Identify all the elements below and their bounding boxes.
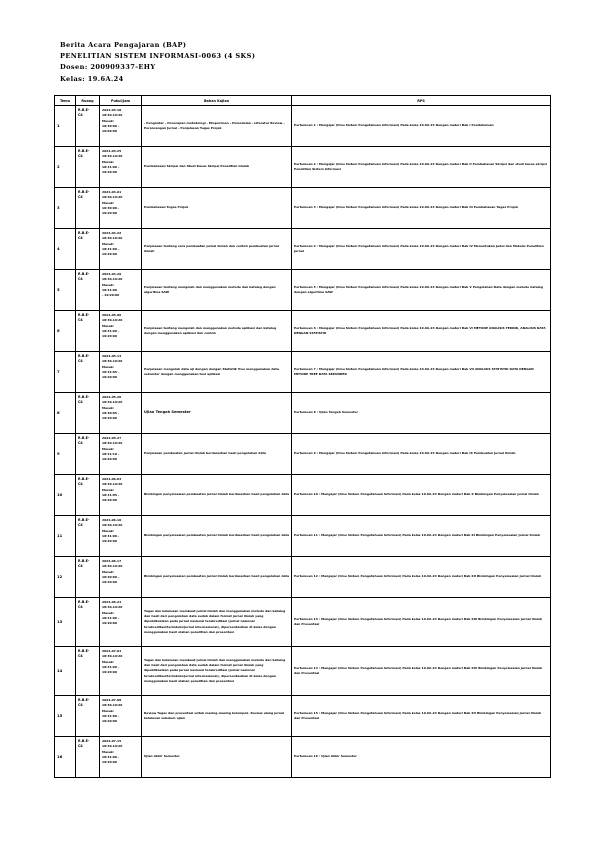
header-material: Bahan Kajian — [142, 96, 292, 106]
material-text: Penjelasan mengolah data uji dengan dengan Statistik Tree menggunakan data sekunder dengan menggunakan tool aplikasi — [144, 366, 279, 376]
doc-title: Berita Acara Pengajaran (BAP) — [60, 41, 187, 49]
time-line: 18:30-19:20 — [102, 195, 123, 200]
room-line: R.B.E- — [78, 395, 90, 399]
material-cell — [142, 475, 292, 516]
time-line: 19:09:00 — [102, 129, 117, 134]
material-text: Penjelasan pembuatan jurnal ilmiah berdasarkan hasil pengolahan data — [144, 451, 266, 456]
week-cell: 4 — [55, 229, 76, 270]
material-text: Pembahasan Tugas Projek — [144, 205, 189, 210]
room-line: C4 — [78, 277, 83, 282]
time-cell — [100, 188, 142, 229]
time-line: Masuk: — [102, 610, 115, 615]
time-line: 18:31:10 - — [102, 451, 120, 456]
room-line: C4 — [78, 400, 83, 405]
time-line: Masuk: — [102, 364, 115, 369]
room-line: C4 — [78, 744, 83, 749]
table-row — [55, 696, 551, 737]
time-line: 18:31:00 - — [102, 713, 120, 718]
rps-cell: Pertemuan 1 : Mengajar (Ilmu Sistem Pengetahuan Informasi) Pada kelas 19.6A.24 Dengan materi Bab I Pendahuluan — [292, 106, 551, 147]
material-text: Bimbingan penyelesaian pembuatan jurnal ilmiah berdasarkan hasil pengolahan data — [144, 533, 289, 538]
time-line: 18:31:00 — [102, 287, 117, 292]
time-line: Masuk: — [102, 708, 115, 713]
material-text: Tugas dan kelulusan membuat jurnal ilmiah dan menggunakan metode dan katalog dan hasil dari pengolahan data sudah dalam format jurnal ilmiah yang dipublikasikan pada jurnal nasional terakreditasi (jurnal nasional terakreditasi/terindeks/jurnal internasional), dipersentasikan di kelas dengan menggunakan hasil olahan penelitian dan presentasi — [144, 608, 286, 634]
material-cell — [142, 598, 292, 647]
time-line: 18:31:00 - — [102, 533, 120, 538]
time-line: 18:30-19:20 — [102, 654, 123, 659]
week-cell: 15 — [55, 696, 76, 737]
time-line: Masuk: — [102, 159, 115, 164]
time-cell — [100, 352, 142, 393]
material-cell — [142, 434, 292, 475]
teaching-record-table — [54, 95, 551, 778]
room-line: R.B.E- — [78, 559, 90, 563]
time-line: 18:30-19:20 — [102, 703, 123, 708]
week-cell: 10 — [55, 475, 76, 516]
table-row — [55, 352, 551, 393]
time-line: 2024-07-01 — [102, 649, 122, 653]
time-line: 2024-05-13 — [102, 354, 122, 358]
room-cell — [76, 434, 100, 475]
room-line: C4 — [78, 154, 83, 159]
time-line: 18:30-19:20 — [102, 277, 123, 282]
material-text: Bimbingan penyelesaian pembuatan jurnal ilmiah berdasarkan hasil pengolahan data — [144, 492, 289, 497]
rps-cell: Pertemuan 4 : Mengajar (Ilmu Sistem Pengetahuan Informasi) Pada kelas 19.6A.24 Dengan materi Bab IV Menentukan Judul dan Metode Penelitian Jurnal — [292, 229, 551, 270]
room-line: C4 — [78, 482, 83, 487]
table-row — [55, 229, 551, 270]
time-line: 18:30:05 - — [102, 410, 120, 415]
lecturer-id: Dosen: 200909337-EHY — [60, 63, 156, 72]
material-cell — [142, 188, 292, 229]
rps-cell: Pertemuan 2 : Mengajar (Ilmu Sistem Pengetahuan Informasi) Pada kelas 19.6A.24 Dengan materi Bab II Pembahasan Skripsi dan studi kasus skripsi Penelitian Sistem Informasi — [292, 147, 551, 188]
week-cell: 16 — [55, 737, 76, 778]
table-row — [55, 737, 551, 778]
material-cell — [142, 557, 292, 598]
time-line: Masuk: — [102, 749, 115, 754]
room-line: C4 — [78, 703, 83, 708]
material-text: Penjelasan tentang mengolah dan menggunakan metode aplikasi dan katalog dengan menggunakan aplikasi dan contoh — [144, 325, 277, 335]
time-line: Masuk: — [102, 659, 115, 664]
time-line: 2024-05-20 — [102, 395, 122, 399]
time-line: 18:30-19:20 — [102, 564, 123, 569]
time-line: 19:20:00 — [102, 170, 117, 175]
time-cell — [100, 311, 142, 352]
document-header — [60, 40, 255, 85]
time-line: 2024-06-24 — [102, 600, 122, 604]
time-line: 2024-07-08 — [102, 698, 122, 702]
table-row — [55, 270, 551, 311]
time-line: 18:31:00 - — [102, 164, 120, 169]
time-line: 19:20:00 — [102, 719, 117, 724]
room-cell — [76, 647, 100, 696]
time-cell — [100, 737, 142, 778]
room-line: C4 — [78, 195, 83, 200]
room-cell — [76, 393, 100, 434]
time-cell — [100, 598, 142, 647]
material-cell — [142, 270, 292, 311]
time-line: 18:30-19:20 — [102, 113, 123, 118]
time-line: 2024-05-06 — [102, 313, 122, 317]
material-cell — [142, 647, 292, 696]
time-line: 18:31:00 - — [102, 664, 120, 669]
time-line: 2024-03-25 — [102, 149, 122, 153]
class-code: Kelas: 19.6A.24 — [60, 74, 124, 83]
room-line: C4 — [78, 236, 83, 241]
time-line: 18:30:00 - — [102, 574, 120, 579]
room-line: C4 — [78, 605, 83, 610]
time-cell — [100, 270, 142, 311]
room-cell — [76, 270, 100, 311]
time-line: 2024-03-18 — [102, 108, 122, 112]
table-row — [55, 557, 551, 598]
material-cell — [142, 229, 292, 270]
time-line: 18:31:00 - — [102, 615, 120, 620]
time-line: 18:30-19:20 — [102, 441, 123, 446]
table-row — [55, 475, 551, 516]
rps-cell: Pertemuan 13 : Mengajar (Ilmu Sistem Pengetahuan Informasi) Pada kelas 19.6A.24 Dengan materi Bab XIII Bimbingan Penyelesaian Jurnal Ilmiah dan Presentasi — [292, 598, 551, 647]
time-line: 19:20:00 — [102, 580, 117, 585]
time-cell — [100, 516, 142, 557]
material-text: Penjelasan tentang mengolah dan menggunakan metode dan katalog dengan algoritma SAW — [144, 284, 276, 294]
material-text: Penjelasan tentang cara pembuatan jurnal ilmiah dan contoh pembuatan jurnal ilmiah — [144, 243, 279, 253]
material-text: - Pengantar - Penerapan metodologi - Eksperimen - Pemodelan - Literatur Review - Perancangan Jurnal - Penjelasan Tugas Projek — [144, 120, 285, 130]
room-line: R.B.E- — [78, 108, 90, 112]
time-line: 18:30-19:20 — [102, 482, 123, 487]
room-line: R.B.E- — [78, 600, 90, 604]
week-cell: 6 — [55, 311, 76, 352]
material-cell — [142, 516, 292, 557]
week-cell: 14 — [55, 647, 76, 696]
table-row — [55, 647, 551, 696]
time-line: Masuk: — [102, 405, 115, 410]
time-line: 19:20:00 — [102, 416, 117, 421]
time-line: 2024-06-03 — [102, 477, 122, 481]
rps-cell: Pertemuan 15 : Mengajar (Ilmu Sistem Pengetahuan Informasi) Pada kelas 19.6A.24 Dengan materi Bab XV Bimbingan Penyelesaian Jurnal Ilmiah dan Presentasi — [292, 696, 551, 737]
table-row — [55, 106, 551, 147]
header-week: Temu — [55, 96, 76, 106]
material-text: Bimbingan penyelesaian pembuatan jurnal ilmiah berdasarkan hasil pengolahan data — [144, 574, 289, 579]
time-line: 19:20:00 — [102, 670, 117, 675]
time-line: Masuk: — [102, 118, 115, 123]
room-line: R.B.E- — [78, 354, 90, 358]
time-line: 2024-04-01 — [102, 190, 122, 194]
header-time: Pukul/Jam — [100, 96, 142, 106]
material-cell — [142, 106, 292, 147]
time-line: 2024-06-10 — [102, 518, 122, 522]
time-line: 19:20:00 — [102, 539, 117, 544]
table-row — [55, 311, 551, 352]
room-line: R.B.E- — [78, 739, 90, 743]
time-line: 2024-04-29 — [102, 272, 122, 276]
table-row — [55, 598, 551, 647]
room-line: C4 — [78, 441, 83, 446]
time-line: Masuk: — [102, 241, 115, 246]
room-line: C4 — [78, 318, 83, 323]
course-name: PENELITIAN SISTEM INFORMASI-0063 (4 SKS) — [60, 52, 256, 61]
room-cell — [76, 598, 100, 647]
time-line: Masuk: — [102, 569, 115, 574]
time-cell — [100, 557, 142, 598]
room-line: R.B.E- — [78, 313, 90, 317]
room-line: R.B.E- — [78, 518, 90, 522]
rps-cell: Pertemuan 8 : Ujian Tengah Semester — [292, 393, 551, 434]
week-cell: 5 — [55, 270, 76, 311]
time-line: 18:30-19:20 — [102, 400, 123, 405]
time-line: Masuk: — [102, 200, 115, 205]
rps-cell: Pertemuan 6 : Mengajar (Ilmu Sistem Pengetahuan Informasi) Pada kelas 19.6A.24 Dengan materi Bab VI METODE ANALISIS TEKNIK, ANALISIS DATA DENGAN STATISTIK — [292, 311, 551, 352]
table-row — [55, 147, 551, 188]
room-line: R.B.E- — [78, 272, 90, 276]
rps-cell: Pertemuan 9 : Mengajar (Ilmu Sistem Pengetahuan Informasi) Pada kelas 19.6A.24 Dengan materi Bab IX Pembuatan Jurnal Ilmiah — [292, 434, 551, 475]
room-line: C4 — [78, 654, 83, 659]
time-line: 19:20:00 — [102, 760, 117, 765]
time-line: 18:30-19:20 — [102, 154, 123, 159]
time-line: 19:20:00 — [102, 498, 117, 503]
material-text: Ujian Tengah Semester — [144, 410, 191, 415]
rps-cell: Pertemuan 7 : Mengajar (Ilmu Sistem Pengetahuan Informasi) Pada kelas 19.6A.24 Dengan materi Bab VII ANALISIS STATISTIK DATA DENGAN METODE TREE DATA SEKUNDER — [292, 352, 551, 393]
time-line: 18:30:00 - — [102, 123, 120, 128]
time-line: 18:31:00 - — [102, 246, 120, 251]
time-cell — [100, 434, 142, 475]
room-cell — [76, 311, 100, 352]
room-cell — [76, 352, 100, 393]
time-line: 18:31:00 - — [102, 754, 120, 759]
room-line: R.B.E- — [78, 436, 90, 440]
room-line: C4 — [78, 564, 83, 569]
time-line: Masuk: — [102, 446, 115, 451]
week-cell: 11 — [55, 516, 76, 557]
time-line: 2024-05-27 — [102, 436, 122, 440]
header-room: Ruang — [76, 96, 100, 106]
room-line: C4 — [78, 359, 83, 364]
room-line: R.B.E- — [78, 149, 90, 153]
time-line: Masuk: — [102, 323, 115, 328]
material-cell — [142, 696, 292, 737]
time-line: 18:30-19:20 — [102, 744, 123, 749]
time-line: 18:30-19:20 — [102, 605, 123, 610]
week-cell: 12 — [55, 557, 76, 598]
room-cell — [76, 188, 100, 229]
time-cell — [100, 696, 142, 737]
rps-cell: Pertemuan 11 : Mengajar (Ilmu Sistem Pengetahuan Informasi) Pada kelas 19.6A.24 Dengan materi Bab XI Bimbingan Penyelesaian Jurnal Ilmiah — [292, 516, 551, 557]
time-line: 18:31:05 - — [102, 492, 120, 497]
rps-cell: Pertemuan 10 : Mengajar (Ilmu Sistem Pengetahuan Informasi) Pada kelas 19.6A.24 Dengan materi Bab X Bimbingan Penyelesaian Jurnal Ilmiah — [292, 475, 551, 516]
table-row — [55, 434, 551, 475]
room-line: R.B.E- — [78, 698, 90, 702]
material-cell — [142, 311, 292, 352]
time-line: 18:31:05 - — [102, 369, 120, 374]
time-line: 19:20:00 — [102, 457, 117, 462]
time-line: 18:31:00 - — [102, 328, 120, 333]
table-row — [55, 516, 551, 557]
material-cell — [142, 147, 292, 188]
time-line: 18:30-19:20 — [102, 318, 123, 323]
week-cell: 3 — [55, 188, 76, 229]
week-cell: 13 — [55, 598, 76, 647]
room-cell — [76, 475, 100, 516]
room-cell — [76, 737, 100, 778]
rps-cell: Pertemuan 3 : Mengajar (Ilmu Sistem Pengetahuan Informasi) Pada kelas 19.6A.24 Dengan materi Bab III Pembahasan Tugas Projek — [292, 188, 551, 229]
table-row — [55, 188, 551, 229]
time-line: 2024-07-15 — [102, 739, 122, 743]
time-cell — [100, 106, 142, 147]
time-cell — [100, 229, 142, 270]
time-line: 19:20:00 — [102, 334, 117, 339]
room-cell — [76, 516, 100, 557]
time-line: Masuk: — [102, 487, 115, 492]
room-line: R.B.E- — [78, 190, 90, 194]
room-cell — [76, 147, 100, 188]
table-body — [55, 106, 551, 778]
time-line: - 19:20:00 — [102, 293, 120, 298]
room-line: R.B.E- — [78, 649, 90, 653]
material-cell — [142, 352, 292, 393]
time-line: Masuk: — [102, 282, 115, 287]
rps-cell: Pertemuan 14 : Mengajar (Ilmu Sistem Pengetahuan Informasi) Pada kelas 19.6A.24 Dengan materi Bab XIV Bimbingan Penyelesaian Jurnal Ilmiah dan Presentasi — [292, 647, 551, 696]
time-cell — [100, 393, 142, 434]
time-line: 18:30-19:20 — [102, 236, 123, 241]
time-line: 19:20:00 — [102, 211, 117, 216]
time-line: 18:30-19:20 — [102, 359, 123, 364]
material-text: Tugas dan kelulusan membuat jurnal ilmiah dan menggunakan metode dan katalog dan hasil dari pengolahan data sudah dalam format jurnal ilmiah yang dipublikasikan pada jurnal nasional terakreditasi (jurnal nasional terakreditasi/terindeks/jurnal internasional), dipersentasikan di kelas dengan menggunakan hasil olahan penelitian dan presentasi — [144, 657, 286, 683]
time-line: 2024-04-22 — [102, 231, 122, 235]
week-cell: 1 — [55, 106, 76, 147]
time-line: 19:20:00 — [102, 252, 117, 257]
room-line: C4 — [78, 523, 83, 528]
time-line: 2024-06-17 — [102, 559, 122, 563]
time-line: 19:20:00 — [102, 621, 117, 626]
table-header-row — [55, 96, 551, 106]
room-cell — [76, 229, 100, 270]
time-cell — [100, 647, 142, 696]
room-line: C4 — [78, 113, 83, 118]
time-line: 19:20:00 — [102, 375, 117, 380]
room-cell — [76, 557, 100, 598]
week-cell: 2 — [55, 147, 76, 188]
rps-cell: Pertemuan 16 : Ujian Akhir Semester — [292, 737, 551, 778]
week-cell: 7 — [55, 352, 76, 393]
material-text: Pembahasan Skripsi dan Studi Kasus Skripsi Penelitian Ilmiah — [144, 164, 250, 169]
material-text: Review Tugas dan presentasi untuk masing-masing kelompok. Review ulang jurnal kelulusan sebelum ujian — [144, 710, 285, 720]
rps-cell: Pertemuan 5 : Mengajar (Ilmu Sistem Pengetahuan Informasi) Pada kelas 19.6A.24 Dengan materi Bab V Pengolahan Data dengan metode katalog dengan algoritma SAW — [292, 270, 551, 311]
time-line: Masuk: — [102, 528, 115, 533]
header-rps: RPS — [292, 96, 551, 106]
material-cell — [142, 393, 292, 434]
week-cell: 8 — [55, 393, 76, 434]
time-line: 18:30:00 - — [102, 205, 120, 210]
material-cell — [142, 737, 292, 778]
rps-cell: Pertemuan 12 : Mengajar (Ilmu Sistem Pengetahuan Informasi) Pada kelas 19.6A.24 Dengan materi Bab XII Bimbingan Penyelesaian Jurnal Ilmiah — [292, 557, 551, 598]
room-line: R.B.E- — [78, 231, 90, 235]
room-cell — [76, 106, 100, 147]
time-line: 18:30-19:20 — [102, 523, 123, 528]
time-cell — [100, 475, 142, 516]
table-row — [55, 393, 551, 434]
room-cell — [76, 696, 100, 737]
material-text: Ujian Akhir Semester — [144, 754, 180, 759]
room-line: R.B.E- — [78, 477, 90, 481]
week-cell: 9 — [55, 434, 76, 475]
time-cell — [100, 147, 142, 188]
